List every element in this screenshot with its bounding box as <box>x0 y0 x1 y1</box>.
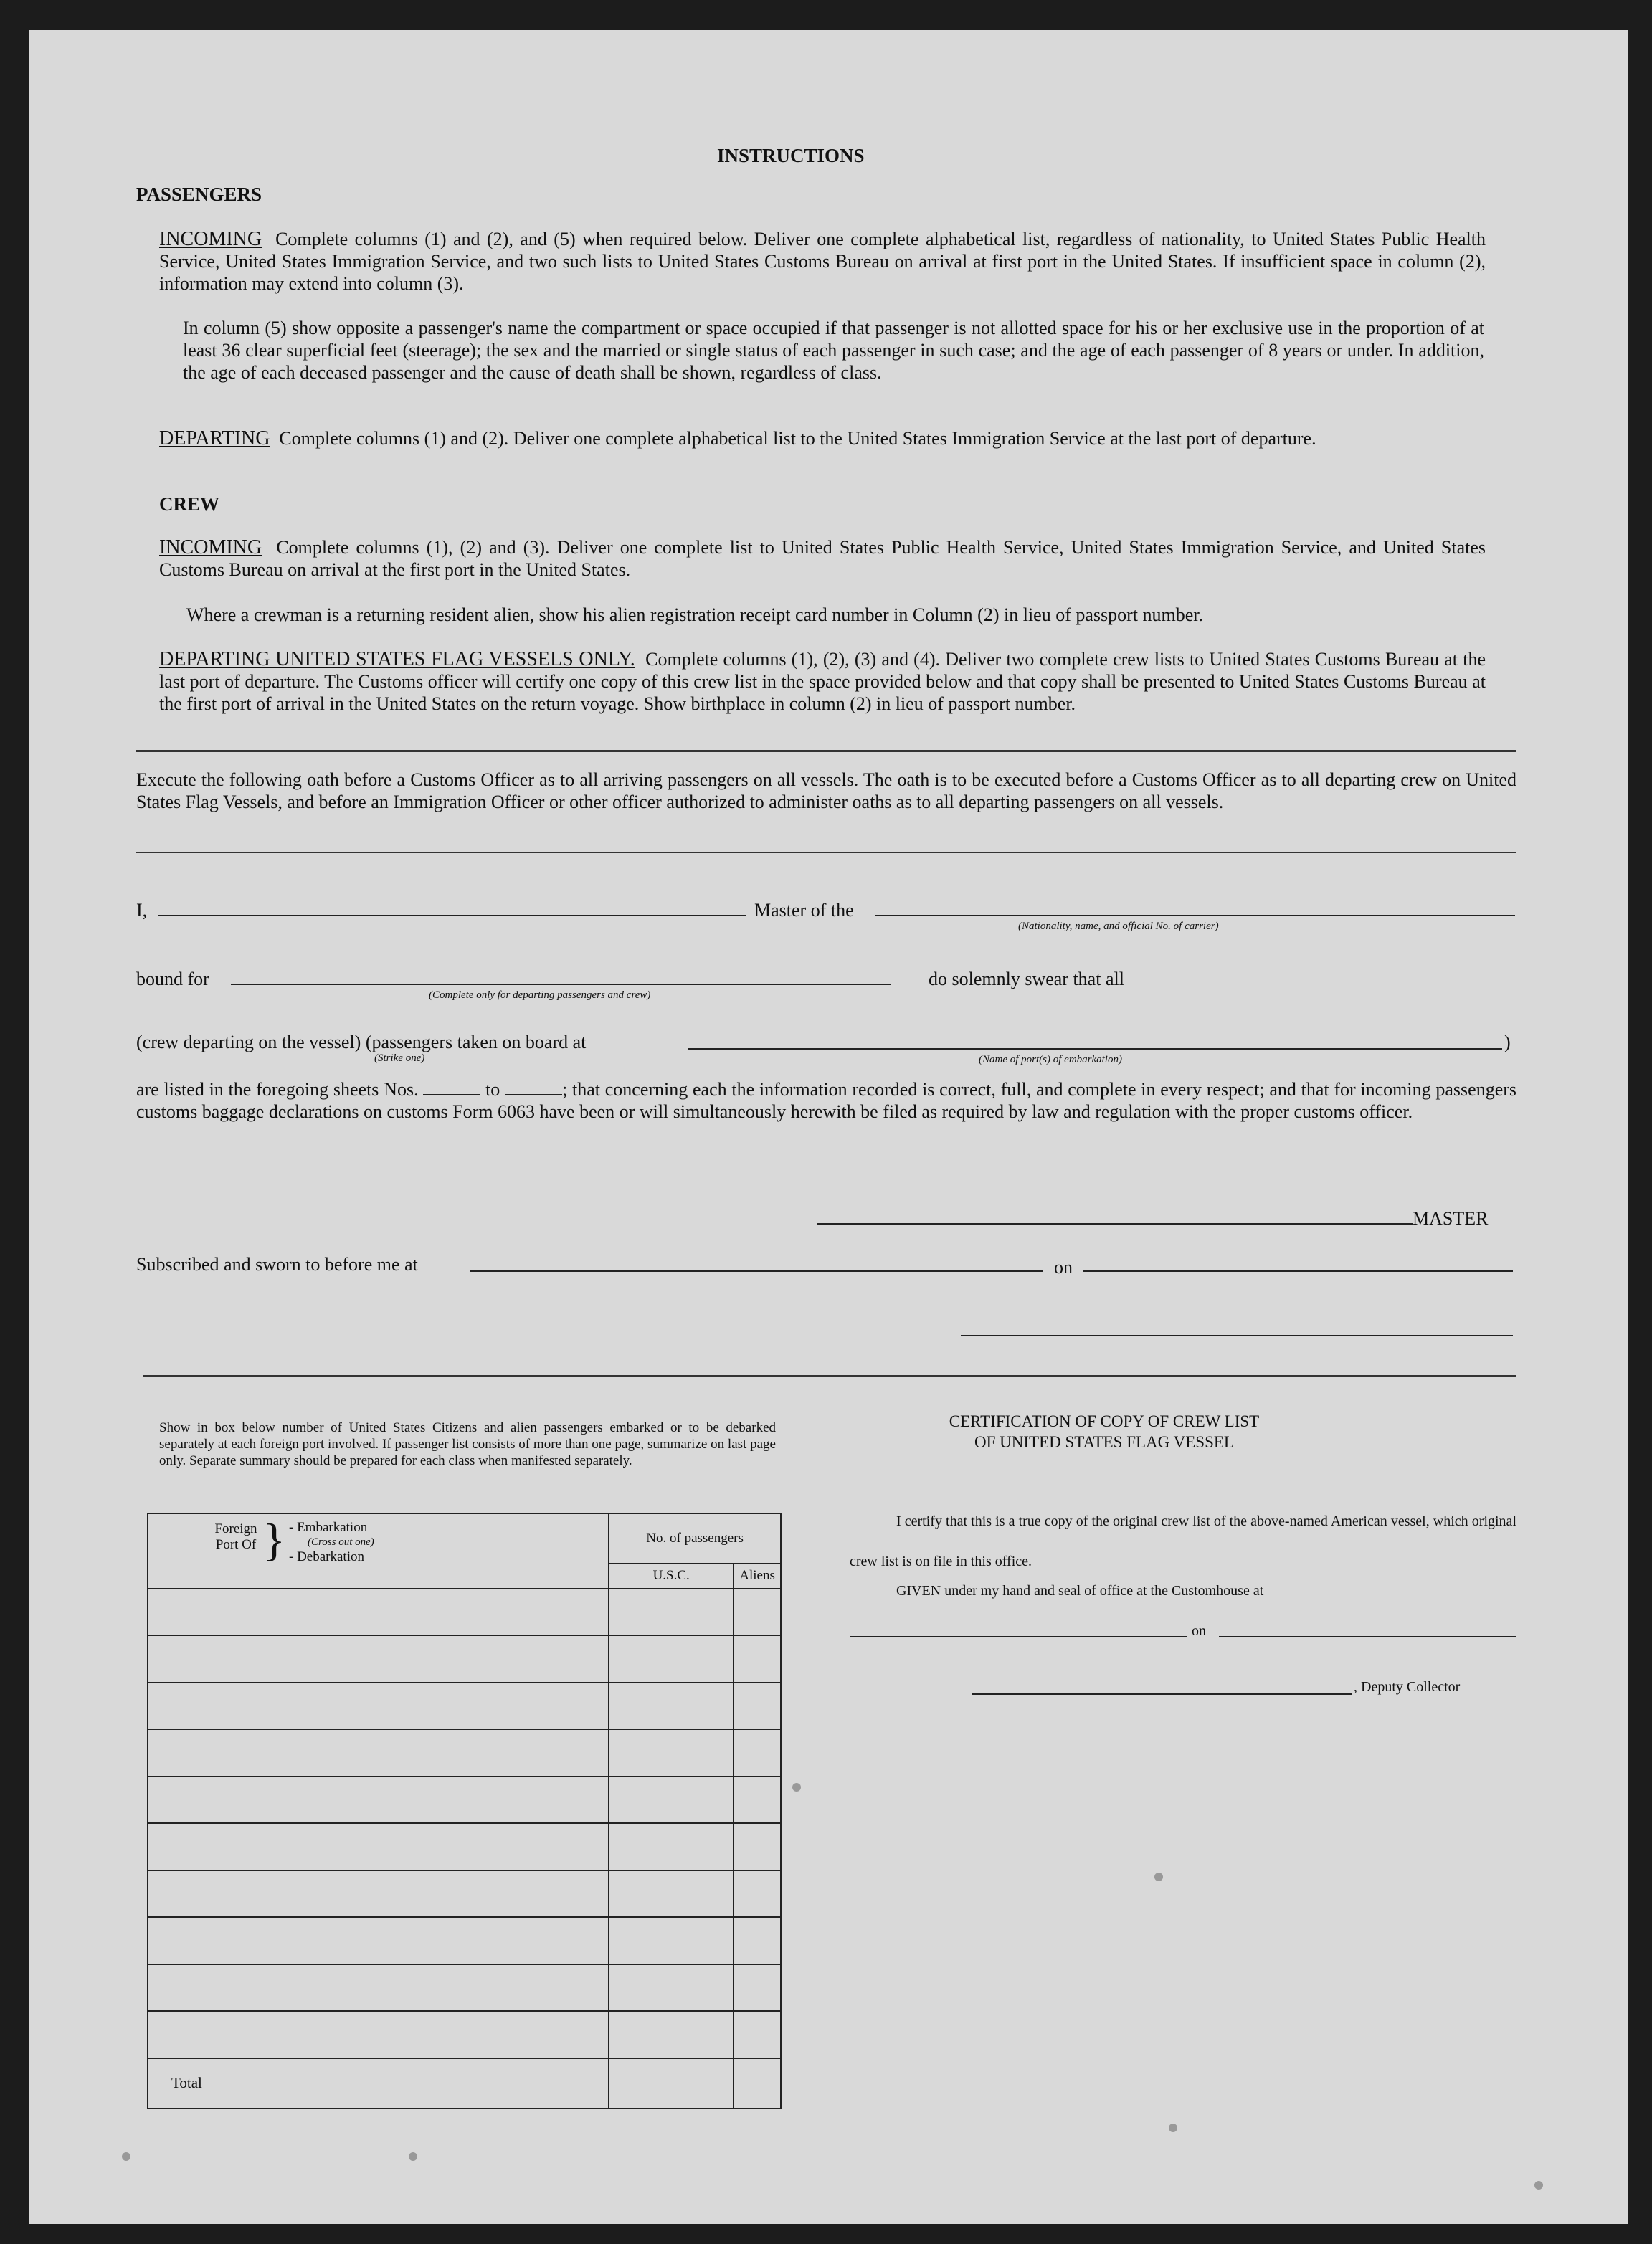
port-cell[interactable] <box>148 1917 609 1964</box>
certification-title-line2: OF UNITED STATES FLAG VESSEL <box>974 1433 1234 1451</box>
debarkation-label: - Debarkation <box>289 1549 364 1564</box>
passengers-departing-text: Complete columns (1) and (2). Deliver one complete alphabetical list to the United States Immigration Service at the last port of departure. <box>279 428 1316 449</box>
subscribed-label: Subscribed and sworn to before me at <box>136 1254 418 1275</box>
crew-incoming-label: INCOMING <box>159 536 262 558</box>
port-cell[interactable] <box>148 1635 609 1683</box>
port-cell[interactable] <box>148 1729 609 1777</box>
scan-speck <box>792 1783 801 1792</box>
total-aliens-cell[interactable] <box>734 2058 781 2108</box>
port-cell[interactable] <box>148 1964 609 2012</box>
aliens-cell[interactable] <box>734 1870 781 1918</box>
scan-speck <box>1169 2124 1177 2132</box>
crew-incoming-text: Complete columns (1), (2) and (3). Deliver one complete list to United States Public Health Service, United States Immigration Service, and United States Customs Bureau on arrival at the first port in the United States. <box>159 537 1486 580</box>
listed-to-label: to <box>485 1079 500 1100</box>
aliens-cell[interactable] <box>734 1635 781 1683</box>
close-paren: ) <box>1504 1032 1511 1052</box>
crew-heading: CREW <box>159 493 220 515</box>
usc-header: U.S.C. <box>609 1564 734 1589</box>
port-cell[interactable] <box>148 1870 609 1918</box>
usc-cell[interactable] <box>609 1964 734 2012</box>
usc-cell[interactable] <box>609 1635 734 1683</box>
sheet-to-field[interactable] <box>505 1094 562 1095</box>
sworn-place-field[interactable] <box>470 1270 1043 1272</box>
form-sheet <box>29 30 1628 2224</box>
passengers-heading: PASSENGERS <box>136 184 262 205</box>
passengers-departing-label: DEPARTING <box>159 427 270 450</box>
bound-for-label: bound for <box>136 969 209 989</box>
oath-i-label: I, <box>136 900 148 921</box>
aliens-cell[interactable] <box>734 1777 781 1824</box>
strike-hint: (Strike one) <box>374 1052 425 1064</box>
oath-divider <box>136 852 1516 853</box>
scan-speck <box>1154 1873 1163 1881</box>
sworn-on-label: on <box>1054 1257 1073 1278</box>
certification-title <box>896 1411 1312 1453</box>
certification-title-line1: CERTIFICATION OF COPY OF CREW LIST <box>949 1412 1260 1430</box>
page-title: INSTRUCTIONS <box>717 145 865 166</box>
crew-resident-paragraph: Where a crewman is a returning resident alien, show his alien registration receipt card number in Column (2) in lieu of passport number. <box>186 604 1204 625</box>
cross-out-hint: (Cross out one) <box>308 1536 374 1548</box>
section-divider <box>136 750 1516 752</box>
crew-incoming-paragraph <box>159 536 1486 581</box>
brace-icon: } <box>263 1514 285 1565</box>
crew-flag-label: DEPARTING UNITED STATES FLAG VESSELS ONLY. <box>159 648 635 670</box>
carrier-hint: (Nationality, name, and official No. of carrier) <box>1018 921 1219 932</box>
deputy-collector-label: , Deputy Collector <box>1354 1679 1461 1695</box>
aliens-cell[interactable] <box>734 1729 781 1777</box>
aliens-header: Aliens <box>734 1564 781 1589</box>
aliens-cell[interactable] <box>734 1823 781 1870</box>
customhouse-field[interactable] <box>850 1636 1187 1637</box>
usc-cell[interactable] <box>609 2011 734 2058</box>
embarkation-ports-field[interactable] <box>688 1048 1502 1050</box>
port-cell[interactable] <box>148 1777 609 1824</box>
passengers-incoming-paragraph <box>159 228 1486 295</box>
usc-cell[interactable] <box>609 1870 734 1918</box>
usc-cell[interactable] <box>609 1777 734 1824</box>
scan-speck <box>1534 2181 1543 2190</box>
carrier-field[interactable] <box>875 915 1515 916</box>
ports-hint: (Name of port(s) of embarkation) <box>979 1054 1122 1065</box>
master-label: MASTER <box>1413 1208 1489 1229</box>
scan-speck <box>122 2152 130 2161</box>
foreign-port-of-label: Foreign Port Of <box>214 1521 257 1552</box>
total-usc-cell[interactable] <box>609 2058 734 2108</box>
oath-intro: Execute the following oath before a Customs Officer as to all arriving passengers on all vessels. The oath is to be executed before a Customs Officer as to all departing crew on United States Flag Vessels, and before an Immigration Officer or other officer authorized to administer oaths as to all departing passengers on all vessels. <box>136 769 1516 812</box>
aliens-cell[interactable] <box>734 2011 781 2058</box>
aliens-cell[interactable] <box>734 1964 781 2012</box>
port-cell[interactable] <box>148 1683 609 1730</box>
swear-label: do solemnly swear that all <box>929 969 1124 989</box>
certification-on-label: on <box>1192 1623 1206 1639</box>
departing-hint: (Complete only for departing passengers and crew) <box>429 989 651 1001</box>
usc-cell[interactable] <box>609 1683 734 1730</box>
deputy-signature-field[interactable] <box>972 1693 1352 1695</box>
aliens-cell[interactable] <box>734 1683 781 1730</box>
sheet-from-field[interactable] <box>423 1094 480 1095</box>
port-cell[interactable] <box>148 2011 609 2058</box>
port-cell[interactable] <box>148 1589 609 1636</box>
usc-cell[interactable] <box>609 1729 734 1777</box>
crew-flag-paragraph <box>159 648 1486 715</box>
no-of-passengers-header: No. of passengers <box>609 1513 781 1564</box>
certification-date-field[interactable] <box>1219 1636 1516 1637</box>
port-cell[interactable] <box>148 1823 609 1870</box>
passengers-departing-paragraph <box>159 427 1486 450</box>
usc-cell[interactable] <box>609 1823 734 1870</box>
usc-cell[interactable] <box>609 1917 734 1964</box>
usc-cell[interactable] <box>609 1589 734 1636</box>
crew-departing-label: (crew departing on the vessel) (passengers taken on board at <box>136 1032 587 1052</box>
certify-paragraph: I certify that this is a true copy of the original crew list of the above-named American vessel, which original crew list is on file in this office. <box>850 1513 1516 1569</box>
listed-text-a: are listed in the foregoing sheets Nos. <box>136 1079 419 1100</box>
summary-instructions: Show in box below number of United States Citizens and alien passengers embarked or to be debarked separately at each foreign port involved. If passenger list consists of more than one page, summarize on last page only. Separate summary should be prepared for each class when manifested separately. <box>159 1420 776 1468</box>
master-of-label: Master of the <box>754 900 854 921</box>
crew-flag-text: Complete columns (1), (2), (3) and (4). Deliver two complete crew lists to United States Customs Bureau at the last port of departure. The Customs officer will certify one copy of this crew list in the space provided below and that copy shall be presented to United States Customs Bureau at the first port of arrival in the United States on the return voyage. Show birthplace in column (2) in lieu of passport number. <box>159 649 1486 714</box>
passenger-summary-table <box>147 1513 782 2109</box>
given-label: GIVEN under my hand and seal of office at the Customhouse at <box>896 1583 1264 1599</box>
column5-paragraph: In column (5) show opposite a passenger's name the compartment or space occupied if that passenger is not allotted space for his or her exclusive use in the proportion of at least 36 clear superficial feet (steerage); the sex and the married or single status of each passenger in such case; and the age of each passenger of 8 years or under. In addition, the age of each deceased passenger and the cause of death shall be shown, regardless of class. <box>183 318 1484 383</box>
aliens-cell[interactable] <box>734 1917 781 1964</box>
passengers-incoming-text: Complete columns (1) and (2), and (5) when required below. Deliver one complete alphabetical list, regardless of nationality, to United States Public Health Service, United States Immigration Service, and two such lists to United States Customs Bureau on arrival at first port in the United States. If insufficient space in column (2), information may extend into column (3). <box>159 229 1486 294</box>
master-signature-field[interactable] <box>817 1223 1413 1225</box>
master-name-field[interactable] <box>158 915 746 916</box>
embarkation-label: - Embarkation <box>289 1520 368 1535</box>
scan-speck <box>409 2152 417 2161</box>
officer-signature-field[interactable] <box>961 1335 1513 1336</box>
listed-paragraph <box>136 1078 1516 1123</box>
passengers-incoming-label: INCOMING <box>159 228 262 250</box>
port-header-cell <box>148 1513 609 1589</box>
bound-for-field[interactable] <box>231 984 891 985</box>
aliens-cell[interactable] <box>734 1589 781 1636</box>
lower-divider <box>143 1375 1516 1377</box>
listed-text-b: ; that concerning each the information recorded is correct, full, and complete in every respect; and that for incoming passengers customs baggage declarations on customs Form 6063 have been or will simultaneously herewith be filed as required by law and regulation with the proper customs officer. <box>136 1079 1517 1122</box>
sworn-date-field[interactable] <box>1083 1270 1513 1272</box>
total-label-cell: Total <box>148 2058 609 2108</box>
